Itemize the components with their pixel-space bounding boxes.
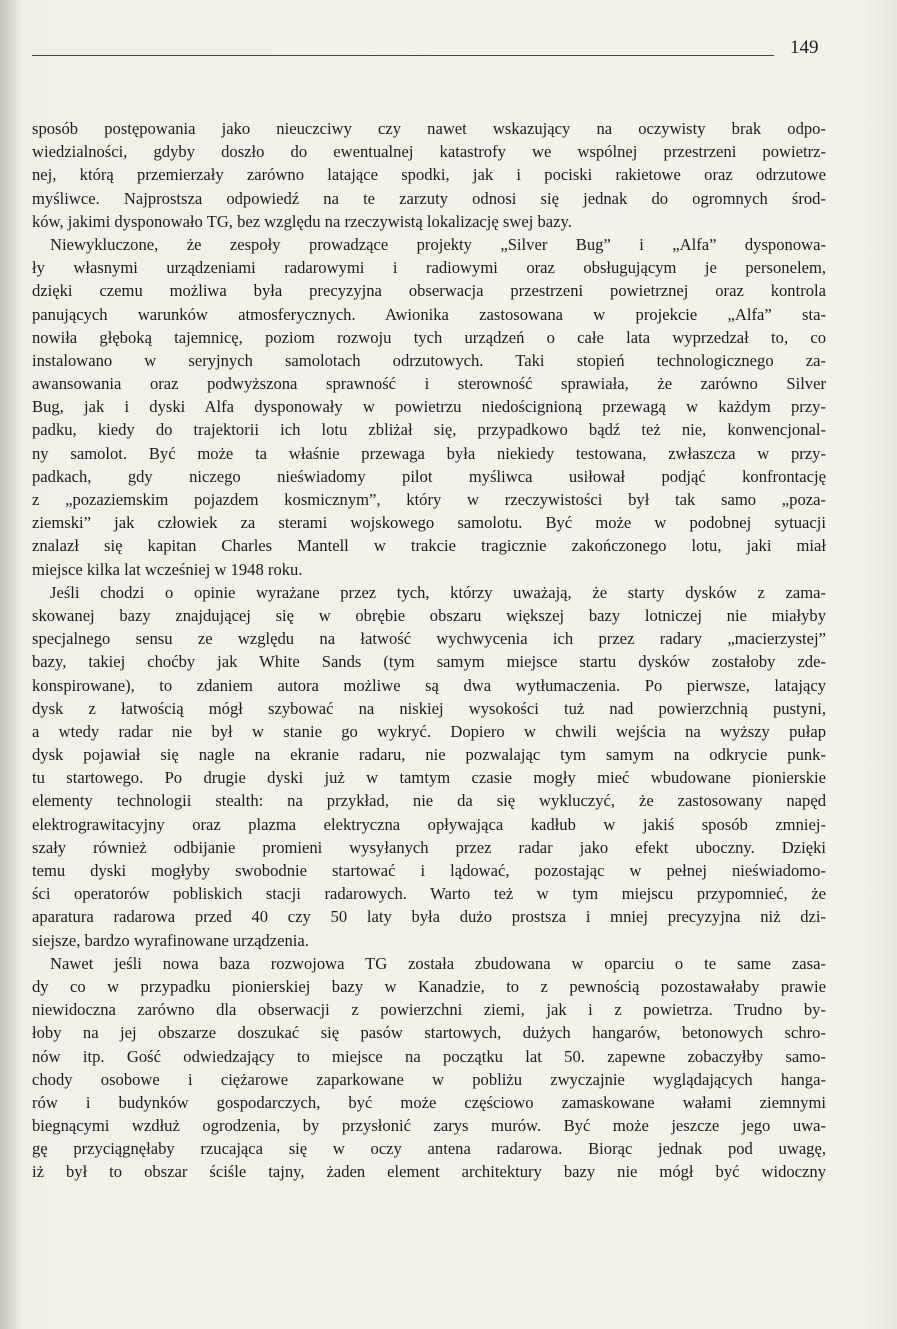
text-line: znalazł się kapitan Charles Mantell w trakcie tragicznie zakończonego lotu, jaki miał — [32, 536, 826, 556]
text-line: dy co w przypadku pionierskiej bazy w Kanadzie, to z pewnością pozostawałaby prawie — [32, 976, 826, 996]
text-line: konspirowane), to zdaniem autora możliwe są dwa wytłumaczenia. Po pierwsze, latający — [32, 675, 826, 695]
text-line: nowiła głęboką tajemnicę, poziom rozwoju tych urządzeń o całe lata wyprzedzał to, co — [32, 327, 826, 347]
text-line: nej, którą przemierzały zarówno latające spodki, jak i pociski rakietowe oraz odrzutowe — [32, 165, 826, 185]
text-line: miejsce kilka lat wcześniej w 1948 roku. — [32, 559, 303, 579]
text-line: padkach, gdy niczego nieświadomy pilot myśliwca usiłował podjąć konfrontację — [32, 466, 826, 486]
text-line: elementy technologii stealth: na przykład, nie da się wykluczyć, że zastosowany napęd — [32, 791, 826, 811]
gutter-shadow — [0, 0, 22, 1329]
text-line: dysk pojawiał się nagle na ekranie radaru, nie pozwalając tym samym na odkrycie punk- — [32, 745, 826, 765]
text-line: tu startowego. Po drugie dyski już w tamtym czasie mogły mieć wbudowane pionierskie — [32, 768, 826, 788]
text-line: Niewykluczone, że zespoły prowadzące projekty „Silver Bug” i „Alfa” dysponowa- — [50, 234, 826, 254]
text-line: awansowania oraz podwyższona sprawność i sterowność sprawiała, że zarówno Silver — [32, 374, 826, 394]
text-line: specjalnego sensu ze względu na łatwość wychwycenia ich przez radary „macierzystej” — [32, 629, 826, 649]
text-line: szały również odbijanie promieni wysyłanych przez radar jako efekt uboczny. Dzięki — [32, 837, 826, 857]
text-line: ści operatorów pobliskich stacji radarowych. Warto też w tym miejscu przypomnieć, że — [32, 884, 826, 904]
text-line: z „pozaziemskim pojazdem kosmicznym”, który w rzeczywistości był tak samo „poza- — [32, 490, 826, 509]
text-line: skowanej bazy znajdującej się w obrębie obszaru większej bazy lotniczej nie miałyby — [32, 605, 826, 625]
text-line: nów itp. Gość odwiedzający to miejsce na początku lat 50. zapewne zobaczyłby samo- — [32, 1046, 826, 1066]
text-line: Bug, jak i dyski Alfa dysponowały w powietrzu niedoścignioną przewagą w każdym przy- — [32, 397, 826, 417]
text-line: Jeśli chodzi o opinie wyrażane przez tych, którzy uważają, że starty dysków z zama- — [50, 582, 826, 602]
text-line: ny samolot. Być może ta właśnie przewaga była niekiedy testowana, zwłaszcza w przy- — [32, 443, 826, 463]
text-line: elektrograwitacyjny oraz plazma elektryczna opływająca kadłub w jakiś sposób zmniej- — [32, 814, 826, 834]
text-line: łoby na jej obszarze doszukać się pasów startowych, dużych hangarów, betonowych schro- — [32, 1023, 826, 1043]
text-line: chody osobowe i ciężarowe zaparkowane w pobliżu zwyczajnie wyglądających hanga- — [32, 1069, 826, 1089]
text-line: dzięki czemu możliwa była precyzyjna obserwacja przestrzeni powietrznej oraz kontrola — [32, 281, 826, 301]
text-line: ły własnymi urządzeniami radarowymi i radiowymi oraz obsługującym je personelem, — [32, 258, 826, 278]
text-line: wiedzialności, gdyby doszło do ewentualnej katastrofy we wspólnej przestrzeni powietrz- — [32, 142, 826, 162]
body-text — [32, 117, 826, 1184]
text-line: niewidoczna zarówno dla obserwacji z powierzchni ziemi, jak i z powietrza. Trudno by- — [32, 1000, 826, 1020]
text-line: panujących warunków atmosferycznych. Awionika zastosowana w projekcie „Alfa” sta- — [32, 304, 826, 324]
text-line: padku, kiedy do trajektorii ich lotu zbliżał się, przypadkowo bądź też nie, konwencjonal- — [32, 420, 826, 440]
text-line: aparatura radarowa przed 40 czy 50 laty była dużo prostsza i mniej precyzyjna niż dzi- — [32, 907, 826, 927]
text-line: bazy, takiej choćby jak White Sands (tym samym miejsce startu dysków zostałoby zde- — [32, 652, 826, 672]
text-line: iż był to obszar ściśle tajny, żaden element architektury bazy nie mógł być widoczny — [32, 1162, 826, 1182]
text-line: ków, jakimi dysponowało TG, bez względu na rzeczywistą lokalizację swej bazy. — [32, 211, 572, 231]
text-line: gę przyciągnęłaby rzucająca się w oczy antena radarowa. Biorąc jednak pod uwagę, — [32, 1139, 826, 1159]
text-line: temu dyski mogłyby swobodnie startować i lądować, pozostając w pełnej nieświadomo- — [32, 861, 826, 880]
text-line: sposób postępowania jako nieuczciwy czy nawet wskazujący na oczywisty brak odpo- — [32, 119, 826, 138]
text-line: ziemski” jak człowiek za sterami wojskowego samolotu. Być może w podobnej sytuacji — [32, 513, 826, 533]
text-line: Nawet jeśli nowa baza rozwojowa TG została zbudowana w oparciu o te same zasa- — [50, 953, 826, 973]
text-line: myśliwce. Najprostsza odpowiedź na te zarzuty odnosi się jednak do ogromnych środ- — [32, 188, 826, 208]
text-line: siejsze, bardzo wyrafinowane urządzenia. — [32, 930, 309, 950]
text-line: biegnącymi wzdłuż ogrodzenia, by przysłonić zarys murów. Być może jeszcze jego uwa- — [32, 1116, 826, 1136]
text-line: a wtedy radar nie był w stanie go wykryć. Dopiero w chwili wejścia na wyższy pułap — [32, 721, 826, 741]
header-rule — [32, 55, 774, 56]
text-line: instalowano w seryjnych samolotach odrzutowych. Taki stopień technologicznego za- — [32, 350, 826, 370]
text-line: dysk z łatwością mógł szybować na niskiej wysokości tuż nad powierzchnią pustyni, — [32, 698, 826, 718]
page-number: 149 — [790, 37, 819, 58]
text-line: rów i budynków gospodarczych, być może częściowo zamaskowane wałami ziemnymi — [32, 1092, 826, 1112]
